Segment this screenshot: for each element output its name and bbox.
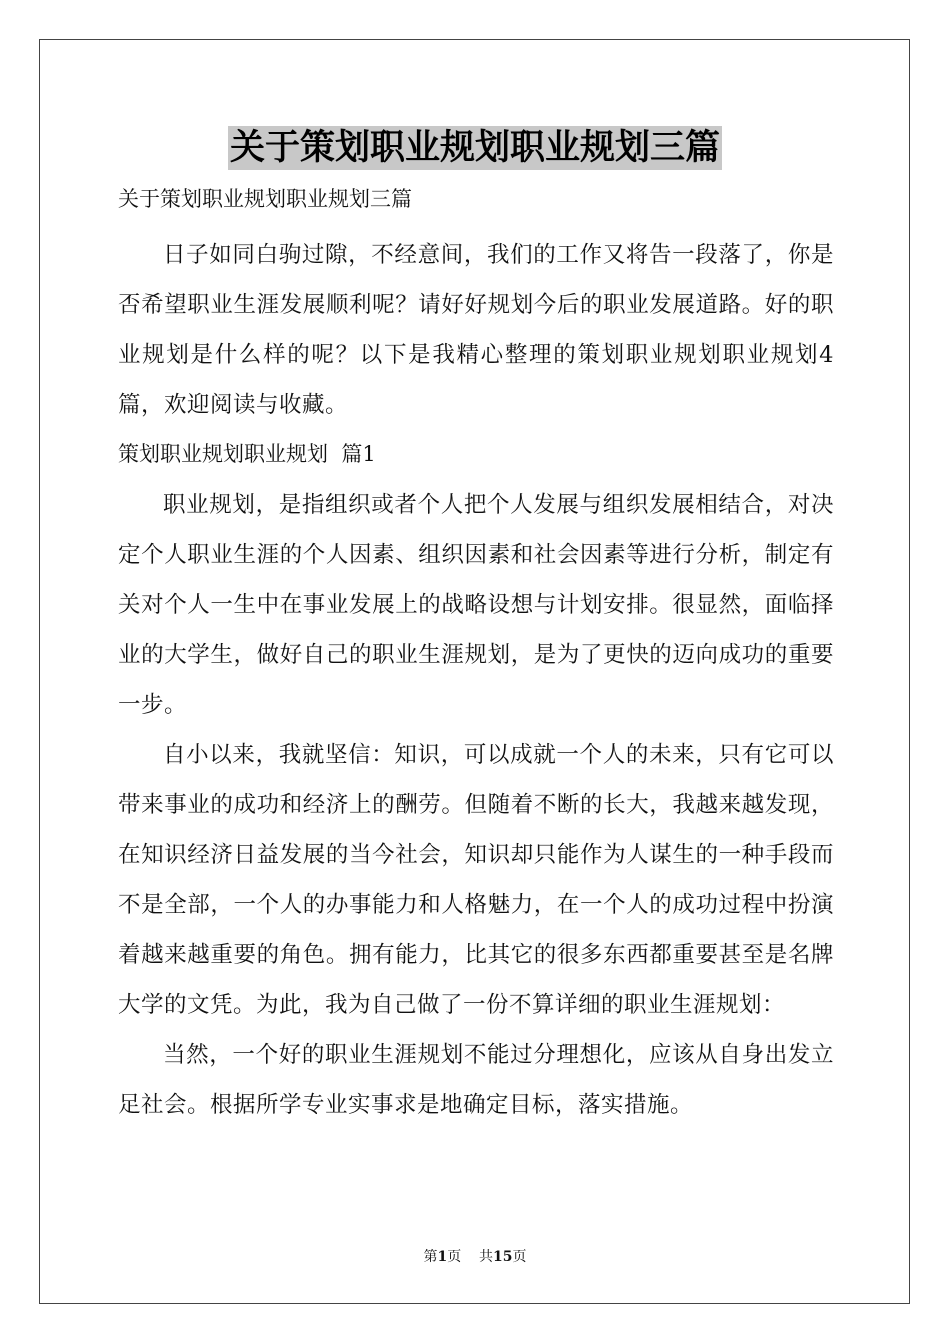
intro-paragraph: 日子如同白驹过隙，不经意间，我们的工作又将告一段落了，你是否希望职业生涯发展顺利呢？请好好规划今后的职业发展道路。好的职业规划是什么样的呢？以下是我精心整理的策划职业规划职业规划4篇，欢迎阅读与收藏。: [118, 242, 834, 418]
total-pages: 15: [493, 1249, 513, 1265]
title-container: [0, 126, 950, 170]
total-label-prefix: 共: [479, 1249, 494, 1265]
page-label-prefix: 第: [423, 1249, 438, 1265]
page-number: 1: [437, 1249, 448, 1265]
document-title: 关于策划职业规划职业规划三篇: [229, 127, 720, 168]
page-footer: [0, 1246, 950, 1266]
total-label-suffix: 页: [512, 1249, 527, 1265]
section-heading: 策划职业规划职业规划 篇1: [118, 442, 376, 466]
page-label-suffix: 页: [447, 1249, 462, 1265]
document-body: [118, 180, 834, 1130]
body-paragraph-2: 自小以来，我就坚信：知识，可以成就一个人的未来，只有它可以带来事业的成功和经济上的酬劳。但随着不断的长大，我越来越发现，在知识经济日益发展的当今社会，知识却只能作为人谋生的一种手段而不是全部，一个人的办事能力和人格魅力，在一个人的成功过程中扮演着越来越重要的角色。拥有能力，比其它的很多东西都重要甚至是名牌大学的文凭。为此，我为自己做了一份不算详细的职业生涯规划：: [118, 742, 834, 1018]
body-paragraph-3: 当然，一个好的职业生涯规划不能过分理想化，应该从自身出发立足社会。根据所学专业实事求是地确定目标，落实措施。: [118, 1042, 834, 1118]
body-paragraph-1: 职业规划，是指组织或者个人把个人发展与组织发展相结合，对决定个人职业生涯的个人因素、组织因素和社会因素等进行分析，制定有关对个人一生中在事业发展上的战略设想与计划安排。很显然，面临择业的大学生，做好自己的职业生涯规划，是为了更快的迈向成功的重要一步。: [118, 492, 834, 718]
document-subtitle: 关于策划职业规划职业规划三篇: [118, 187, 412, 211]
